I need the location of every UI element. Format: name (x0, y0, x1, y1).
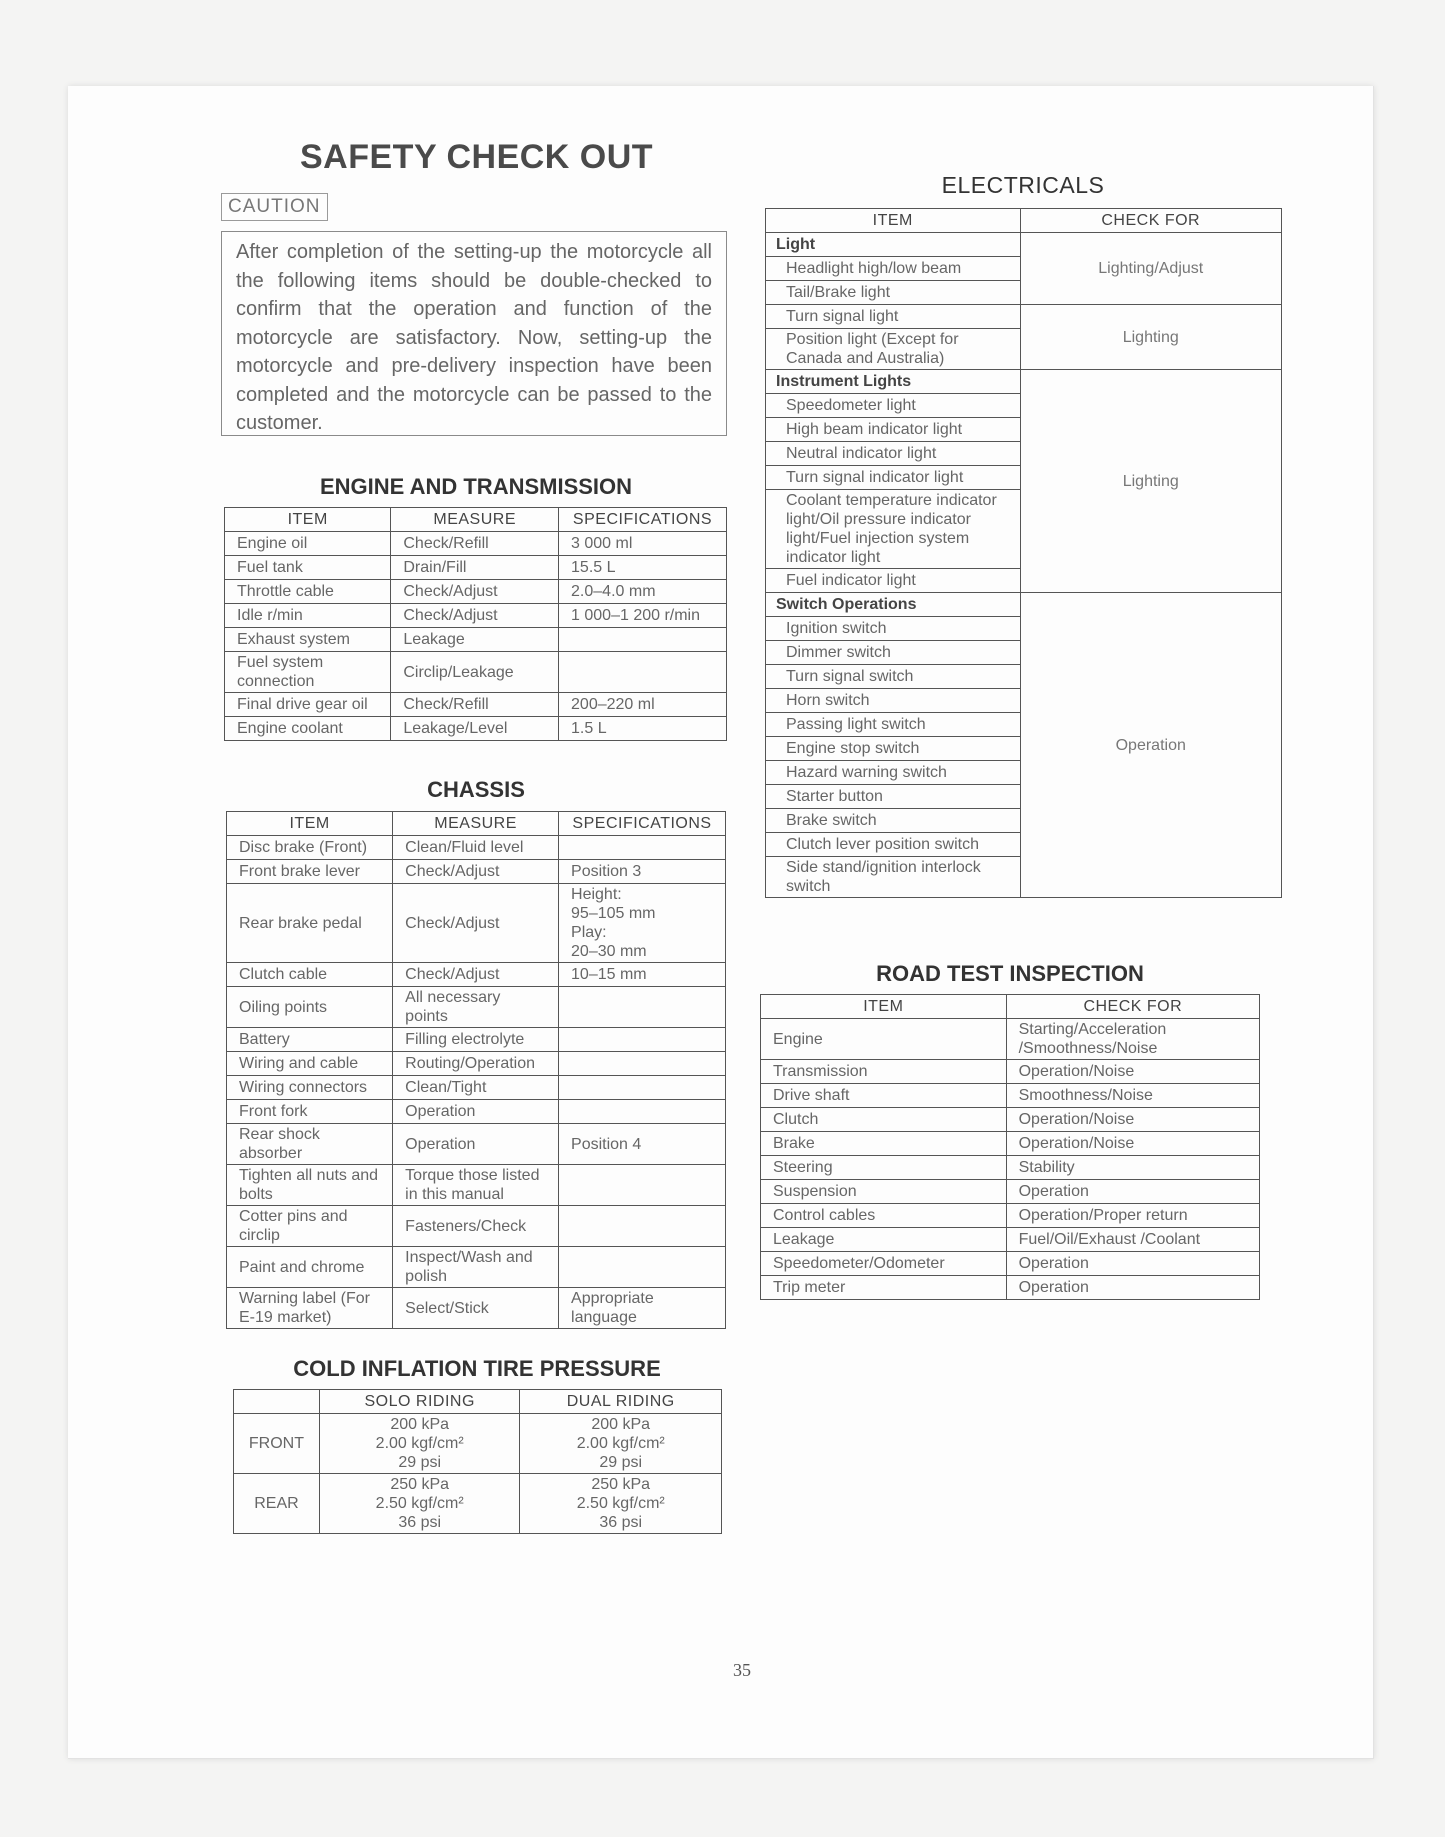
column-header: ITEM (761, 995, 1007, 1019)
table-cell: Front brake lever (227, 860, 393, 884)
table-row (227, 1124, 726, 1165)
page-title: SAFETY CHECK OUT (300, 138, 654, 176)
table-row (227, 836, 726, 860)
column-header: CHECK FOR (1020, 209, 1282, 233)
table-cell: Operation (393, 1124, 559, 1165)
roadtest-table (760, 994, 1260, 1300)
table-cell (559, 1028, 726, 1052)
table-cell: 200 kPa 2.00 kgf/cm² 29 psi (520, 1414, 722, 1474)
table-cell: Hazard warning switch (766, 761, 1021, 785)
table-cell: Tail/Brake light (766, 281, 1021, 305)
table-cell: Trip meter (761, 1276, 1007, 1300)
table-cell: 250 kPa 2.50 kgf/cm² 36 psi (319, 1474, 520, 1534)
table-cell: Operation (1006, 1252, 1259, 1276)
table-cell: Front fork (227, 1100, 393, 1124)
table-cell: Select/Stick (393, 1288, 559, 1329)
table-row (227, 1028, 726, 1052)
column-header: ITEM (225, 508, 391, 532)
table-row (234, 1474, 722, 1534)
table-row (227, 1288, 726, 1329)
table-cell: Turn signal indicator light (766, 466, 1021, 490)
table-cell: Brake (761, 1132, 1007, 1156)
table-row (227, 1076, 726, 1100)
table-cell: Operation/Noise (1006, 1108, 1259, 1132)
table-row (761, 1019, 1260, 1060)
table-row (225, 580, 727, 604)
group-label: Switch Operations (766, 593, 1021, 617)
tire-pressure-table (233, 1389, 722, 1534)
table-cell: Rear brake pedal (227, 884, 393, 963)
chassis-section-title: CHASSIS (427, 777, 525, 802)
table-row (761, 1276, 1260, 1300)
table-cell: Drive shaft (761, 1084, 1007, 1108)
table-cell: Fuel tank (225, 556, 391, 580)
table-row (227, 963, 726, 987)
table-cell: Inspect/Wash and polish (393, 1247, 559, 1288)
table-cell: Check/Adjust (391, 580, 559, 604)
caution-label: CAUTION (221, 193, 328, 221)
table-cell: Passing light switch (766, 713, 1021, 737)
tire-section-title: COLD INFLATION TIRE PRESSURE (293, 1356, 661, 1381)
table-cell: Clutch cable (227, 963, 393, 987)
table-cell: 3 000 ml (559, 532, 727, 556)
table-cell: Filling electrolyte (393, 1028, 559, 1052)
table-cell: 10–15 mm (559, 963, 726, 987)
table-row (761, 1132, 1260, 1156)
table-cell: 200 kPa 2.00 kgf/cm² 29 psi (319, 1414, 520, 1474)
table-cell: Stability (1006, 1156, 1259, 1180)
table-cell: Transmission (761, 1060, 1007, 1084)
table-cell: Torque those listed in this manual (393, 1165, 559, 1206)
caution-text: After completion of the setting-up the motorcycle all the following items should be double-checked to confirm that the operation and function of the motorcycle are satisfactory. Now, setting-up the motorcycle and pre-delivery inspection have been completed and the motorcycle can be passed to the customer. (221, 231, 727, 436)
table-row (766, 593, 1282, 617)
check-for-cell: Lighting/Adjust (1020, 233, 1282, 305)
check-for-cell: Operation (1020, 593, 1282, 898)
table-cell: Engine oil (225, 532, 391, 556)
table-cell: Dimmer switch (766, 641, 1021, 665)
table-cell: Starter button (766, 785, 1021, 809)
chassis-table (226, 811, 726, 1329)
table-cell: 1 000–1 200 r/min (559, 604, 727, 628)
table-cell (559, 1100, 726, 1124)
table-cell: Check/Refill (391, 693, 559, 717)
column-header: ITEM (766, 209, 1021, 233)
table-cell: Turn signal switch (766, 665, 1021, 689)
table-cell: Engine coolant (225, 717, 391, 741)
table-cell: Cotter pins and circlip (227, 1206, 393, 1247)
table-row (227, 860, 726, 884)
table-cell: Disc brake (Front) (227, 836, 393, 860)
table-cell (559, 1052, 726, 1076)
table-row (225, 693, 727, 717)
table-cell: All necessary points (393, 987, 559, 1028)
table-cell: Operation (1006, 1180, 1259, 1204)
table-row (227, 1247, 726, 1288)
table-cell: Leakage (761, 1228, 1007, 1252)
table-row (761, 1204, 1260, 1228)
table-cell (559, 1165, 726, 1206)
table-cell: Headlight high/low beam (766, 257, 1021, 281)
table-cell: Operation/Noise (1006, 1132, 1259, 1156)
table-cell: Brake switch (766, 809, 1021, 833)
table-row (225, 604, 727, 628)
table-row (761, 1156, 1260, 1180)
table-cell: Idle r/min (225, 604, 391, 628)
table-cell: Height: 95–105 mm Play: 20–30 mm (559, 884, 726, 963)
group-label: Instrument Lights (766, 370, 1021, 394)
column-header: CHECK FOR (1006, 995, 1259, 1019)
table-row (761, 1252, 1260, 1276)
table-cell (559, 628, 727, 652)
table-cell: REAR (234, 1474, 320, 1534)
table-cell (559, 987, 726, 1028)
table-cell: Operation/Proper return (1006, 1204, 1259, 1228)
table-cell: Tighten all nuts and bolts (227, 1165, 393, 1206)
column-header: SPECIFICATIONS (559, 508, 727, 532)
check-for-cell: Lighting (1020, 370, 1282, 593)
table-cell: Circlip/Leakage (391, 652, 559, 693)
electricals-table (765, 208, 1282, 898)
table-row (234, 1414, 722, 1474)
table-cell: Check/Adjust (393, 884, 559, 963)
table-row (766, 233, 1282, 257)
table-cell: Side stand/ignition interlock switch (766, 857, 1021, 898)
table-cell: Paint and chrome (227, 1247, 393, 1288)
column-header: MEASURE (393, 812, 559, 836)
table-row (225, 532, 727, 556)
table-row (761, 1060, 1260, 1084)
column-header (234, 1390, 320, 1414)
table-cell: Operation/Noise (1006, 1060, 1259, 1084)
column-header: ITEM (227, 812, 393, 836)
table-cell: Turn signal light (766, 305, 1021, 329)
table-cell: Wiring and cable (227, 1052, 393, 1076)
table-cell (559, 836, 726, 860)
table-cell: Clean/Tight (393, 1076, 559, 1100)
table-cell: 1.5 L (559, 717, 727, 741)
table-row (225, 556, 727, 580)
table-cell: Exhaust system (225, 628, 391, 652)
table-cell: Operation (1006, 1276, 1259, 1300)
table-cell: Fuel system connection (225, 652, 391, 693)
table-cell: Wiring connectors (227, 1076, 393, 1100)
table-cell: Suspension (761, 1180, 1007, 1204)
table-cell: Check/Refill (391, 532, 559, 556)
table-row (227, 1206, 726, 1247)
table-row (227, 1100, 726, 1124)
table-cell: Check/Adjust (391, 604, 559, 628)
table-cell: Fuel/Oil/Exhaust /Coolant (1006, 1228, 1259, 1252)
table-cell (559, 1206, 726, 1247)
page-number: 35 (733, 1660, 751, 1680)
table-cell: Warning label (For E-19 market) (227, 1288, 393, 1329)
roadtest-section-title: ROAD TEST INSPECTION (876, 961, 1144, 986)
check-for-cell: Lighting (1020, 305, 1282, 370)
table-cell: FRONT (234, 1414, 320, 1474)
table-cell: Check/Adjust (393, 963, 559, 987)
table-cell (559, 652, 727, 693)
table-cell: Operation (393, 1100, 559, 1124)
table-row (761, 1108, 1260, 1132)
table-cell: High beam indicator light (766, 418, 1021, 442)
table-cell: Speedometer light (766, 394, 1021, 418)
column-header: SPECIFICATIONS (559, 812, 726, 836)
table-cell: Drain/Fill (391, 556, 559, 580)
table-cell: Smoothness/Noise (1006, 1084, 1259, 1108)
table-row (761, 1228, 1260, 1252)
engine-table (224, 507, 727, 741)
table-row (761, 1084, 1260, 1108)
table-cell (559, 1247, 726, 1288)
table-row (225, 628, 727, 652)
column-header: SOLO RIDING (319, 1390, 520, 1414)
table-cell: Throttle cable (225, 580, 391, 604)
table-cell: Oiling points (227, 987, 393, 1028)
table-cell: Routing/Operation (393, 1052, 559, 1076)
table-cell: Leakage (391, 628, 559, 652)
table-cell: Coolant temperature indicator light/Oil pressure indicator light/Fuel injection system indicator light (766, 490, 1021, 569)
table-cell: Clutch lever position switch (766, 833, 1021, 857)
table-cell: Position light (Except for Canada and Australia) (766, 329, 1021, 370)
table-cell: 250 kPa 2.50 kgf/cm² 36 psi (520, 1474, 722, 1534)
table-cell: Final drive gear oil (225, 693, 391, 717)
column-header: DUAL RIDING (520, 1390, 722, 1414)
electricals-section-title: ELECTRICALS (941, 172, 1105, 198)
engine-section-title: ENGINE AND TRANSMISSION (319, 474, 633, 499)
table-row (766, 305, 1282, 329)
table-cell (559, 1076, 726, 1100)
table-cell: 200–220 ml (559, 693, 727, 717)
table-cell: Leakage/Level (391, 717, 559, 741)
table-cell: Engine stop switch (766, 737, 1021, 761)
table-cell: Engine (761, 1019, 1007, 1060)
table-cell: Position 4 (559, 1124, 726, 1165)
table-row (225, 652, 727, 693)
table-row (227, 1052, 726, 1076)
table-row (227, 884, 726, 963)
group-label: Light (766, 233, 1021, 257)
table-cell: Horn switch (766, 689, 1021, 713)
table-cell: Ignition switch (766, 617, 1021, 641)
table-cell: Appropriate language (559, 1288, 726, 1329)
table-cell: Steering (761, 1156, 1007, 1180)
table-cell: Neutral indicator light (766, 442, 1021, 466)
table-cell: Position 3 (559, 860, 726, 884)
table-cell: Battery (227, 1028, 393, 1052)
column-header: MEASURE (391, 508, 559, 532)
table-row (766, 370, 1282, 394)
table-cell: Speedometer/Odometer (761, 1252, 1007, 1276)
table-cell: 15.5 L (559, 556, 727, 580)
table-cell: Clutch (761, 1108, 1007, 1132)
table-row (225, 717, 727, 741)
table-cell: Starting/Acceleration /Smoothness/Noise (1006, 1019, 1259, 1060)
table-cell: Control cables (761, 1204, 1007, 1228)
table-cell: Check/Adjust (393, 860, 559, 884)
table-cell: Fasteners/Check (393, 1206, 559, 1247)
table-row (227, 1165, 726, 1206)
table-cell: Fuel indicator light (766, 569, 1021, 593)
table-row (761, 1180, 1260, 1204)
table-row (227, 987, 726, 1028)
table-cell: Rear shock absorber (227, 1124, 393, 1165)
table-cell: 2.0–4.0 mm (559, 580, 727, 604)
table-cell: Clean/Fluid level (393, 836, 559, 860)
